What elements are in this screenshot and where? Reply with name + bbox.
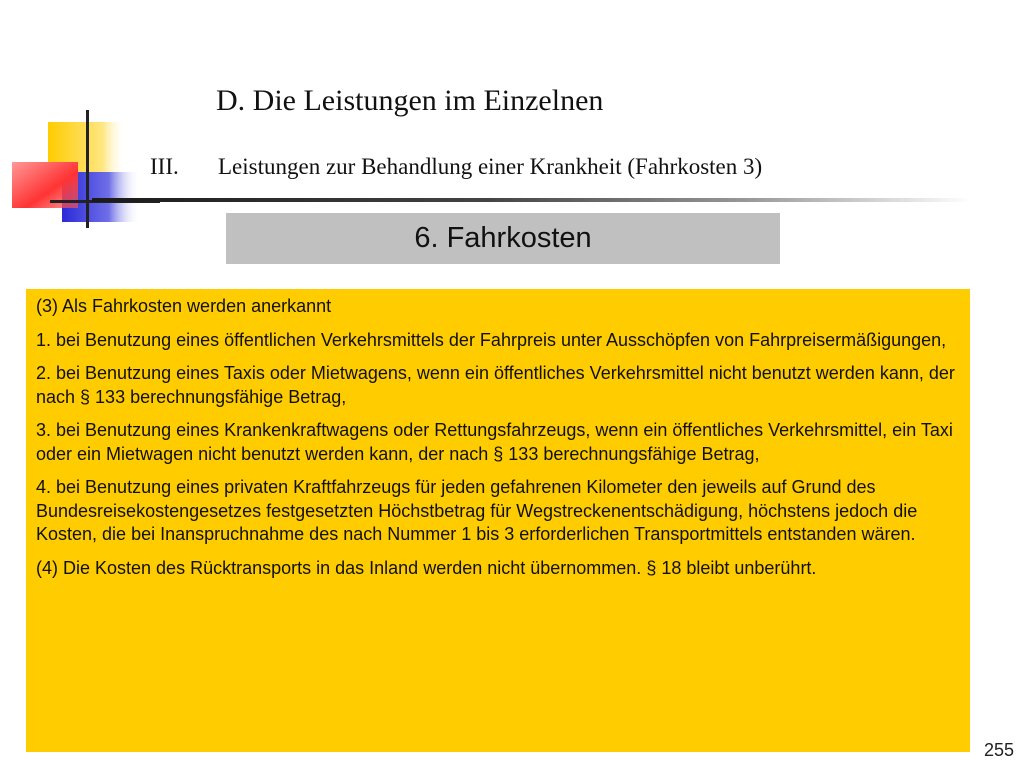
subtitle-number: III. [150,154,179,179]
paragraph-item-1: 1. bei Benutzung eines öffentlichen Verkehrsmittels der Fahrpreis unter Ausschöpfen von Fahrpreisermäßigungen, [36,329,947,350]
paragraph-item-4: 4. bei Benutzung eines privaten Kraftfahrzeugs für jeden gefahrenen Kilometer den jeweils auf Grund des Bundesreisekostengesetzes festgesetzten Höchstbetrag für Wegstreckenentschädigung, höchstens jedoch die Kosten, die bei Inanspruchnahme des nach Nummer 1 bis 3 erforderlichen Transportmittels entstanden wären. [36,477,918,544]
subtitle-text: Leistungen zur Behandlung einer Krankheit (Fahrkosten 3) [218,154,763,179]
slide-subtitle [150,154,762,180]
decorative-squares-logo [0,0,160,240]
paragraph-intro: (3) Als Fahrkosten werden anerkannt [36,296,332,316]
paragraph-item-3: 3. bei Benutzung eines Krankenkraftwagens oder Rettungsfahrzeugs, wenn ein öffentliches Verkehrsmittel, ein Taxi oder ein Mietwagen nicht benutzt werden kann, der nach § 133 berechnungsfähige Betrag, [36,420,953,464]
section-heading: 6. Fahrkosten [414,222,592,254]
slide-title: D. Die Leistungen im Einzelnen [216,84,604,117]
paragraph-item-2: 2. bei Benutzung eines Taxis oder Mietwagens, wenn ein öffentliches Verkehrsmittel nicht benutzt werden kann, der nach § 133 berechnungsfähige Betrag, [36,363,955,407]
title-divider [92,198,972,202]
section-heading-box [226,213,780,264]
paragraph-closing: (4) Die Kosten des Rücktransports in das Inland werden nicht übernommen. § 18 bleibt unberührt. [36,557,817,578]
page-number: 255 [983,740,1014,760]
deco-vertical-line [86,110,89,228]
content-box [26,289,970,752]
